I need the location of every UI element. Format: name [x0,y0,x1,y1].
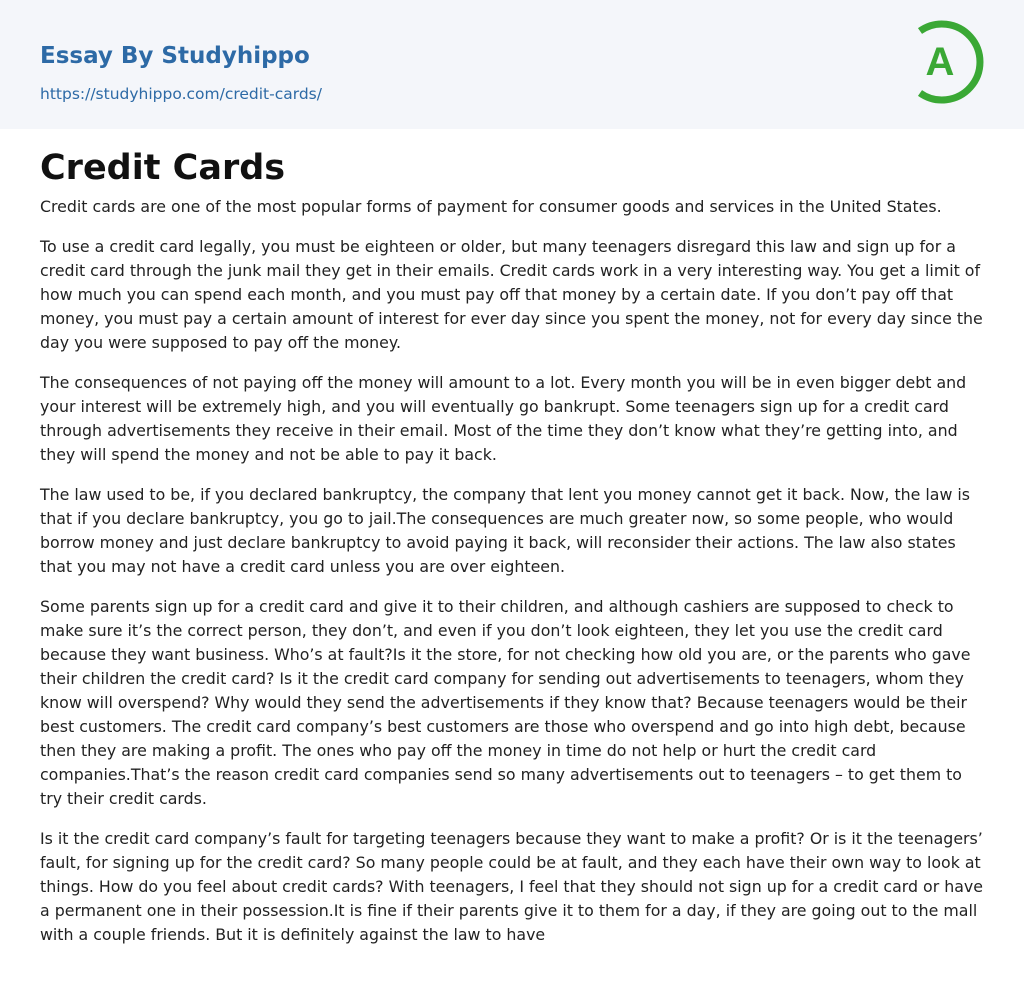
essay-paragraph-5: Some parents sign up for a credit card and give it to their children, and although cashiers are supposed to check to make sure it’s the correct person, they don’t, and even if you don’t look eighteen, they let you use the credit card because they want business. Who’s at fault?Is it the store, for not checking how old you are, or the parents who gave their children the credit card? Is it the credit card company for sending out advertisements to teenagers, whom they know will overspend? Why would they send the advertisements if they know that? Because teenagers would be their best customers. The credit card company’s best customers are those who overspend and go into high debt, because then they are making a profit. The ones who pay off the money in time do not help or hurt the credit card companies.That’s the reason credit card companies send so many advertisements out to teenagers – to get them to try their credit cards. [40,597,971,808]
studyhippo-logo-icon[interactable] [912,19,986,105]
brand-title: Essay By Studyhippo [40,43,310,69]
page-header [0,0,1024,129]
essay-paragraph-3: The consequences of not paying off the money will amount to a lot. Every month you will be in even bigger debt and your interest will be extremely high, and you will eventually go bankrupt. Some teenagers sign up for a credit card through advertisements they receive in their email. Most of the time they don’t know what they’re getting into, and they will spend the money and not be able to pay it back. [40,373,967,464]
essay-title: Credit Cards [40,148,286,188]
essay-paragraph-6: Is it the credit card company’s fault for targeting teenagers because they want to make a profit? Or is it the teenagers’ fault, for signing up for the credit card? So many people could be at fault, and they each have their own way to look at things. How do you feel about credit cards? With teenagers, I feel that they should not sign up for a credit card or have a permanent one in their possession.It is fine if their parents give it to them for a day, if they are going out to the mall with a couple friends. But it is definitely against the law to have [40,829,983,944]
logo-letter: A [925,40,955,84]
essay-paragraph-2: To use a credit card legally, you must be eighteen or older, but many teenagers disregard this law and sign up for a credit card through the junk mail they get in their emails. Credit cards work in a very interesting way. You get a limit of how much you can spend each month, and you must pay off that money by a certain date. If you don’t pay off that money, you must pay a certain amount of interest for ever day since you spent the money, not for every day since the day you were supposed to pay off the money. [40,237,983,352]
source-url-link[interactable]: https://studyhippo.com/credit-cards/ [40,85,322,103]
essay-paragraph-4: The law used to be, if you declared bankruptcy, the company that lent you money cannot get it back. Now, the law is that if you declare bankruptcy, you go to jail.The consequences are much greater now, so some people, who would borrow money and just declare bankruptcy to avoid paying it back, will reconsider their actions. The law also states that you may not have a credit card unless you are over eighteen. [40,485,971,576]
essay-paragraph-1: Credit cards are one of the most popular forms of payment for consumer goods and services in the United States. [40,197,942,216]
essay-content [0,147,1024,947]
